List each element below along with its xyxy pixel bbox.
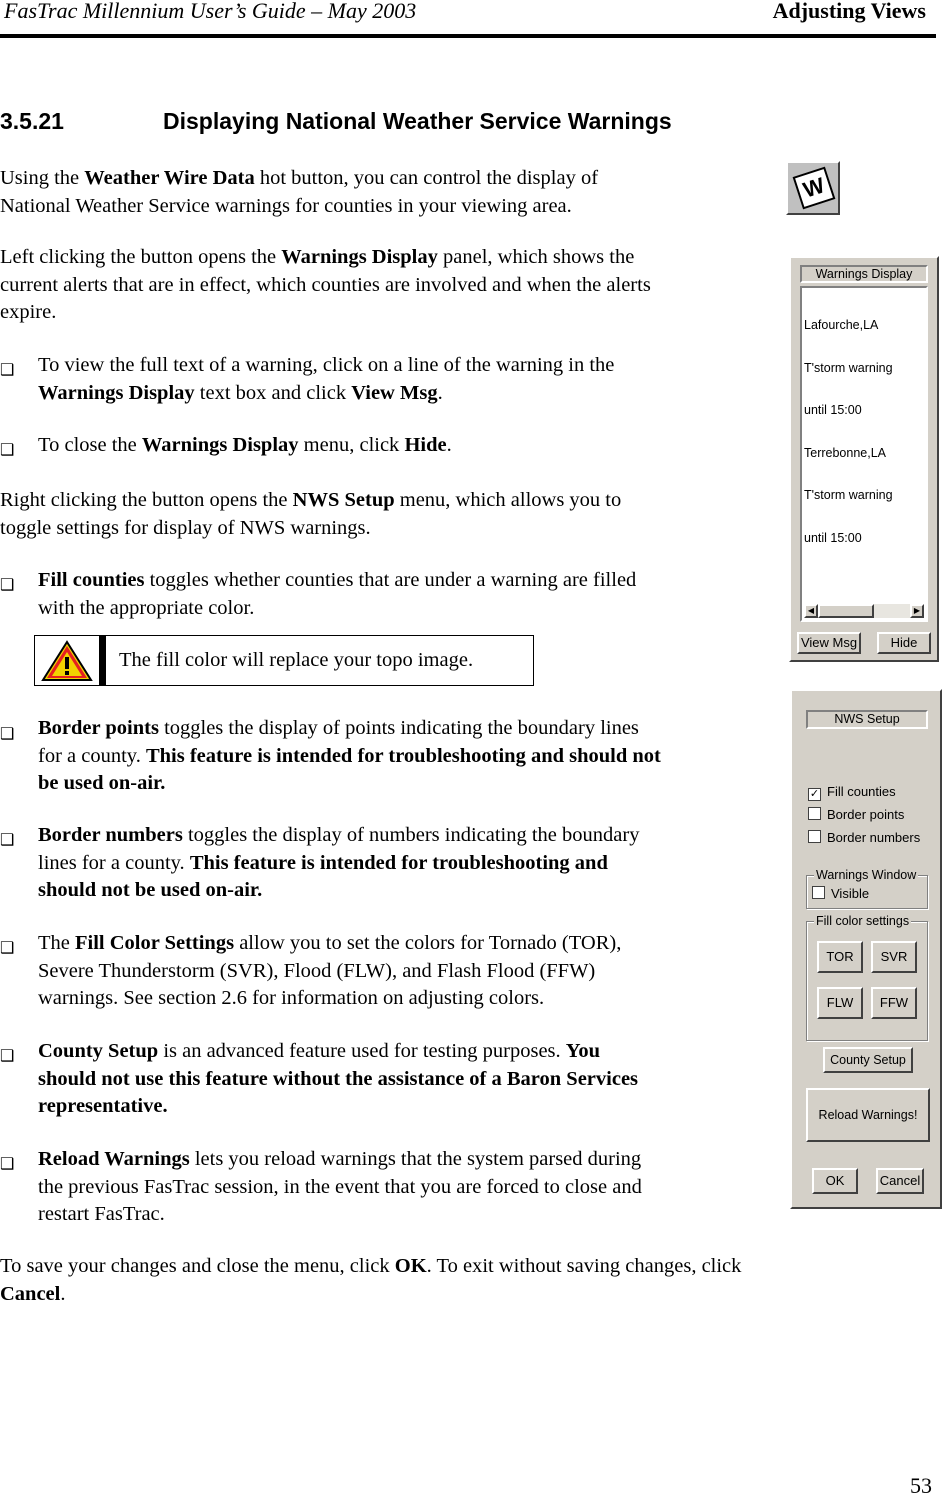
fill-color-settings-legend: Fill color settings [816, 914, 910, 928]
right-click-text-1: Right clicking the button opens the [0, 489, 293, 511]
tor-color-button[interactable]: TOR [817, 941, 863, 973]
flw-color-button[interactable]: FLW [817, 987, 863, 1019]
fc-line-2: Severe Thunderstorm (SVR), Flood (FLW), and Flash Flood (FFW) [38, 959, 596, 982]
scroll-thumb[interactable] [818, 604, 874, 618]
intro-line-2: National Weather Service warnings for counties in your viewing area. [0, 194, 572, 217]
bullet-box-icon: ❑ [0, 362, 15, 379]
warning-line[interactable]: T'storm warning [804, 360, 893, 375]
closing-bold-1: OK [394, 1255, 427, 1277]
ok-button[interactable]: OK [812, 1168, 858, 1194]
right-click-paragraph [0, 487, 621, 542]
warning-line[interactable]: until 15:00 [804, 403, 862, 417]
section-number: 3.5.21 [0, 108, 64, 134]
border-points-label: Border points [827, 807, 905, 822]
closing-paragraph [0, 1253, 741, 1308]
cs-bold-4: representative. [38, 1095, 168, 1117]
bullet-box-icon: ❑ [0, 726, 15, 743]
bullet-view-text-1: To view the full text of a warning, click on a line of the warning in the [38, 354, 615, 376]
weather-wire-icon: W [793, 167, 836, 210]
warnings-display-title: Warnings Display [800, 265, 928, 283]
warning-triangle-icon [35, 636, 99, 685]
rw-bold-1: Reload Warnings [38, 1148, 190, 1170]
nws-setup-panel [790, 689, 942, 1209]
bullet-box-icon: ❑ [0, 577, 15, 594]
closing-text-1: To save your changes and close the menu, click [0, 1255, 395, 1277]
bullet-box-icon: ❑ [0, 940, 15, 957]
header-rule [0, 34, 936, 38]
warning-icon-cell [35, 636, 100, 685]
right-click-bold-1: NWS Setup [292, 489, 395, 511]
bn-bold-3: should not be used on-air. [38, 879, 263, 901]
checkbox-icon[interactable] [808, 830, 821, 843]
bullet-reload-warnings [38, 1146, 642, 1229]
bp-text-1: toggles the display of points indicating the boundary lines [158, 717, 639, 739]
warning-line[interactable]: T'storm warning [804, 488, 893, 502]
border-numbers-label: Border numbers [827, 830, 921, 845]
right-click-text-2: menu, which allows you to [394, 489, 622, 511]
intro-bold-1: Weather Wire Data [84, 167, 255, 189]
warnings-display-panel [789, 256, 939, 662]
view-msg-button[interactable]: View Msg [797, 632, 861, 654]
fc-text-2: allow you to set the colors for Tornado (TOR), [234, 932, 622, 954]
bullet-view-bold-2: View Msg [351, 381, 438, 404]
scroll-right-icon[interactable]: ▶ [910, 604, 924, 618]
warnings-list [804, 289, 893, 574]
bn-text-1: toggles the display of numbers indicating the boundary [182, 824, 640, 846]
bullet-view-bold-1: Warnings Display [38, 381, 195, 404]
left-click-bold-1: Warnings Display [281, 246, 438, 268]
left-click-line-3: expire. [0, 301, 57, 323]
closing-bold-2: Cancel [0, 1282, 61, 1305]
intro-text-1: Using the [0, 167, 85, 189]
bp-bold-3: be used on-air. [38, 772, 166, 794]
warning-callout [34, 635, 534, 686]
visible-checkbox[interactable] [812, 886, 869, 901]
right-click-line-2: toggle settings for display of NWS warnings. [0, 516, 371, 539]
bullet-close-text-2: menu, click [298, 434, 405, 456]
bullet-close [38, 432, 452, 460]
bn-bold-1: Border numbers [38, 824, 183, 846]
rw-text-1: lets you reload warnings that the system parsed during [189, 1148, 642, 1170]
closing-text-3: . [60, 1282, 66, 1305]
bullet-border-numbers [38, 822, 639, 905]
warning-line[interactable]: Lafourche,LA [804, 318, 879, 332]
bullet-close-text-1: To close the [38, 434, 142, 456]
fc-text-1: The [38, 932, 75, 954]
warning-line[interactable]: until 15:00 [804, 530, 862, 545]
cs-text-1: is an advanced feature used for testing purposes. [158, 1040, 566, 1062]
fill-counties-label: Fill counties [827, 784, 896, 799]
running-header-chapter: Adjusting Views [772, 0, 926, 23]
border-numbers-checkbox[interactable] [808, 830, 920, 845]
reload-warnings-button[interactable]: Reload Warnings! [806, 1088, 930, 1142]
fill-counties-checkbox[interactable] [808, 784, 896, 801]
cs-bold-1: County Setup [38, 1040, 159, 1062]
warning-line[interactable]: Terrebonne,LA [804, 445, 887, 460]
callout-separator [99, 636, 106, 685]
left-click-paragraph [0, 244, 651, 327]
left-click-text-2: panel, which shows the [437, 246, 635, 268]
bullet-box-icon: ❑ [0, 832, 15, 849]
section-heading [0, 108, 672, 135]
intro-text-2: hot button, you can control the display of [254, 167, 599, 189]
cs-bold-2: You [565, 1040, 600, 1062]
bn-text-2: lines for a county. [38, 851, 190, 874]
rw-line-2: the previous FasTrac session, in the event that you are forced to close and [38, 1175, 642, 1198]
horizontal-scrollbar[interactable] [804, 604, 924, 618]
bullet-close-bold-2: Hide [404, 434, 447, 456]
county-setup-button[interactable]: County Setup [823, 1047, 913, 1073]
bullet-fill-counties [38, 567, 636, 622]
closing-text-2: . To exit without saving changes, click [426, 1255, 742, 1277]
cancel-button[interactable]: Cancel [876, 1168, 924, 1194]
bullet-view-text-2: text box and click [194, 381, 352, 404]
nws-setup-title: NWS Setup [806, 710, 928, 729]
rw-line-3: restart FasTrac. [38, 1203, 165, 1225]
bp-text-2: for a county. [38, 744, 146, 767]
bullet-county-setup [38, 1038, 638, 1121]
fc-bold-1: Fill Color Settings [75, 932, 235, 954]
border-points-checkbox[interactable] [808, 807, 904, 822]
warnings-list-box[interactable] [800, 286, 928, 622]
page-number: 53 [910, 1473, 932, 1498]
cs-bold-3: should not use this feature without the assistance of a Baron Services [38, 1067, 639, 1090]
hide-button[interactable]: Hide [877, 632, 931, 654]
section-title: Displaying National Weather Service Warnings [163, 108, 672, 134]
bullet-fill-bold-1: Fill counties [38, 569, 145, 591]
checkbox-icon[interactable] [812, 886, 825, 899]
ffw-color-button[interactable]: FFW [871, 987, 917, 1019]
svr-color-button[interactable]: SVR [871, 941, 917, 973]
warning-note-text: The fill color will replace your topo image. [119, 649, 474, 671]
bullet-close-bold-1: Warnings Display [141, 434, 299, 456]
bullet-fill-line-2: with the appropriate color. [38, 596, 255, 619]
left-click-line-2: current alerts that are in effect, which counties are involved and when the alerts [0, 273, 651, 296]
bullet-view-text-3: . [437, 381, 443, 404]
weather-wire-data-button[interactable] [786, 161, 840, 215]
bullet-border-points [38, 715, 661, 798]
checkbox-icon[interactable] [808, 807, 821, 820]
bp-bold-2: This feature is intended for troubleshooting and should not [145, 744, 661, 767]
bullet-close-text-3: . [446, 434, 452, 456]
running-header-title: FasTrac Millennium User’s Guide – May 2003 [4, 0, 417, 23]
bullet-box-icon: ❑ [0, 1156, 15, 1173]
scroll-left-icon[interactable]: ◀ [804, 604, 818, 618]
bullet-fill-text-1: toggles whether counties that are under a warning are filled [144, 569, 637, 591]
bullet-view-msg [38, 352, 614, 407]
left-click-text-1: Left clicking the button opens the [0, 246, 282, 268]
bullet-box-icon: ❑ [0, 442, 15, 459]
fill-color-settings-group [806, 921, 928, 1041]
bn-bold-2: This feature is intended for troubleshooting and [189, 851, 608, 874]
bp-bold-1: Border points [38, 717, 159, 739]
checkbox-check-icon[interactable]: ✓ [809, 788, 820, 800]
bullet-box-icon: ❑ [0, 1048, 15, 1065]
fc-line-3: warnings. See section 2.6 for information on adjusting colors. [38, 987, 545, 1009]
bullet-fill-color-settings [38, 930, 621, 1013]
warnings-window-legend: Warnings Window [816, 868, 917, 882]
visible-label: Visible [831, 886, 870, 901]
intro-paragraph [0, 165, 598, 220]
